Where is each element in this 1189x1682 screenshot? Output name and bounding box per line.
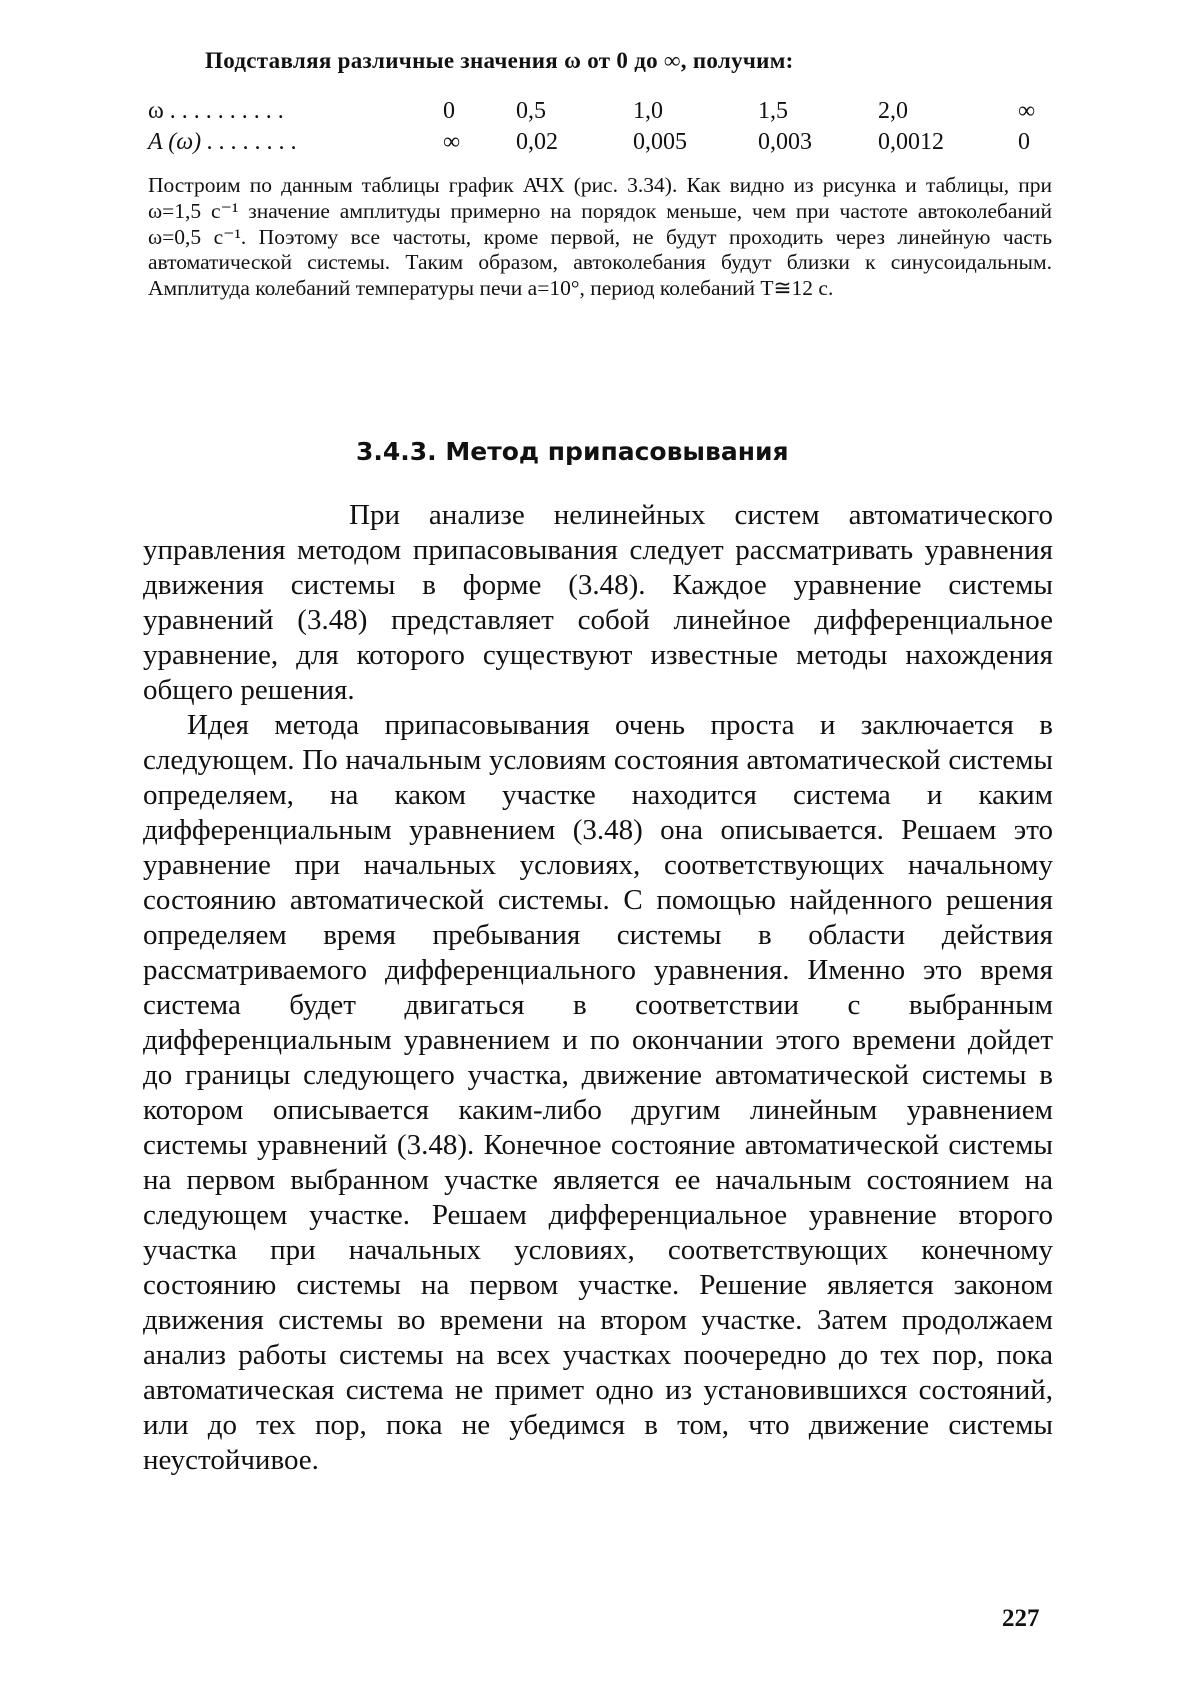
omega-value: 0,5 <box>516 98 546 124</box>
main-body-text <box>143 498 1053 1478</box>
amplitude-row <box>148 129 1048 160</box>
amplitude-value: 0,0012 <box>878 129 944 155</box>
amplitude-row-label: A (ω) . . . . . . . . <box>148 129 298 155</box>
explanation-paragraph: Построим по данным таблицы график АЧХ (рис. 3.34). Как видно из рисунка и таблицы, при ω=1,5 с⁻¹ значение амплитуды примерно на порядок меньше, чем при частоте автоколебаний ω=0,5 с⁻¹. Поэтому все частоты, кроме первой, не будут проходить через линейную часть автоматической системы. Таким образом, автоколебания будут близки к синусоидальным. Амплитуда колебаний температуры печи a=10°, период колебаний T≅12 с. <box>148 173 1052 301</box>
amplitude-value: ∞ <box>443 129 461 155</box>
section-heading: 3.4.3. Метод припасовывания <box>356 437 789 466</box>
page-number: 227 <box>1002 1605 1040 1632</box>
omega-value: ∞ <box>1018 98 1036 124</box>
omega-value: 1,0 <box>633 98 663 124</box>
amplitude-value: 0,02 <box>516 129 558 155</box>
omega-row <box>148 98 1048 129</box>
amplitude-value: 0,003 <box>758 129 812 155</box>
omega-value: 2,0 <box>878 98 908 124</box>
body-paragraph: При анализе нелинейных систем автоматического управления методом припасовывания следует рассматривать уравнения движения системы в форме (3.48). Каждое уравнение системы уравнений (3.48) представляет собой линейное дифференциальное уравнение, для которого существуют известные методы нахождения общего решения. <box>143 499 1053 706</box>
table-intro-line: Подставляя различные значения ω от 0 до ∞, получим: <box>205 48 794 73</box>
amplitude-value: 0,005 <box>633 129 687 155</box>
body-paragraph: Идея метода припасовывания очень проста и заключается в следующем. По начальным условиям состояния автоматической системы определяем, на каком участке находится система и каким дифференциальным уравнением (3.48) она описывается. Решаем это уравнение при начальных условиях, соответствующих начальному состоянию автоматической системы. С помощью найденного решения определяем время пребывания системы в области действия рассматриваемого дифференциального уравнения. Именно это время система будет двигаться в соответствии с выбранным дифференциальным уравнением и по окончании этого времени дойдет до границы следующего участка, движение автоматической системы в котором описывается каким-либо другим линейным уравнением системы уравнений (3.48). Конечное состояние автоматической системы на первом выбранном участке является ее начальным состоянием на следующем участке. Решаем дифференциальное уравнение второго участка при начальных условиях, соответствующих конечному состоянию системы на первом участке. Решение является законом движения системы во времени на втором участке. Затем продолжаем анализ работы системы на всех участках поочередно до тех пор, пока автоматическая система не примет одно из установившихся состояний, или до тех пор, пока не убедимся в том, что движение системы неустойчивое. <box>143 709 1053 1476</box>
frequency-amplitude-table <box>148 98 1048 160</box>
omega-value: 1,5 <box>758 98 788 124</box>
omega-row-label: ω . . . . . . . . . . <box>148 98 284 124</box>
omega-value: 0 <box>443 98 455 124</box>
amplitude-value: 0 <box>1018 129 1030 155</box>
